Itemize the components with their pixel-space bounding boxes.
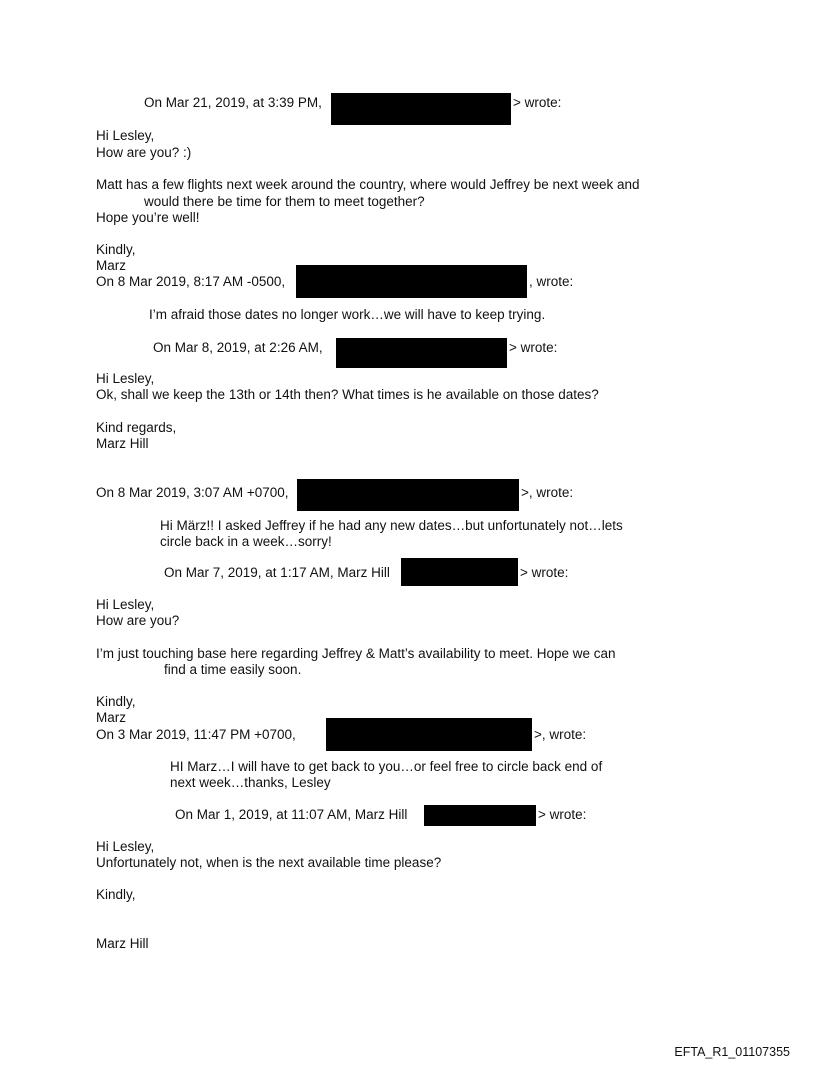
body-line: How are you?: [96, 613, 180, 628]
quoted-header-line: > wrote:: [520, 565, 569, 580]
quoted-header-line: > wrote:: [509, 340, 558, 355]
quoted-header-line: On Mar 7, 2019, at 1:17 AM, Marz Hill: [164, 565, 390, 580]
redaction-block: [296, 265, 527, 298]
body-line: Ok, shall we keep the 13th or 14th then? What times is he available on those dates?: [96, 387, 599, 402]
signature: Marz Hill: [96, 436, 149, 451]
body-line: find a time easily soon.: [164, 662, 302, 677]
quoted-header-line: On 3 Mar 2019, 11:47 PM +0700,: [96, 727, 296, 742]
body-line: How are you? :): [96, 145, 192, 160]
body-line: HI Marz…I will have to get back to you…or feel free to circle back end of: [170, 759, 603, 774]
sign-off: Kind regards,: [96, 420, 177, 435]
greeting: Hi Lesley,: [96, 597, 155, 612]
quoted-header-line: , wrote:: [529, 274, 574, 289]
greeting: Hi Lesley,: [96, 128, 155, 143]
signature: Marz Hill: [96, 936, 149, 951]
body-line: would there be time for them to meet together?: [144, 194, 425, 209]
body-line: Hope you’re well!: [96, 210, 200, 225]
document-id: EFTA_R1_01107355: [674, 1045, 790, 1059]
redaction-block: [424, 805, 536, 826]
greeting: Hi Lesley,: [96, 839, 155, 854]
body-line: Hi März!! I asked Jeffrey if he had any new dates…but unfortunately not…lets: [160, 518, 623, 533]
redaction-block: [336, 338, 507, 368]
greeting: Hi Lesley,: [96, 371, 155, 386]
sign-off: Kindly,: [96, 242, 136, 257]
body-line: next week…thanks, Lesley: [170, 775, 331, 790]
body-line: Matt has a few flights next week around the country, where would Jeffrey be next week and: [96, 177, 640, 192]
quoted-header-line: On 8 Mar 2019, 8:17 AM -0500,: [96, 274, 286, 289]
body-line: circle back in a week…sorry!: [160, 534, 332, 549]
sign-off: Kindly,: [96, 887, 136, 902]
redaction-block: [401, 558, 518, 586]
redaction-block: [331, 93, 511, 125]
body-line: I’m just touching base here regarding Jeffrey & Matt’s availability to meet. Hope we can: [96, 646, 616, 661]
quoted-header-line: >, wrote:: [534, 727, 587, 742]
signature: Marz: [96, 258, 126, 273]
quoted-header-line: > wrote:: [538, 807, 587, 822]
sign-off: Kindly,: [96, 694, 136, 709]
signature: Marz: [96, 710, 126, 725]
quoted-header-line: > wrote:: [513, 95, 562, 110]
quoted-header-line: On 8 Mar 2019, 3:07 AM +0700,: [96, 485, 289, 500]
body-line: I’m afraid those dates no longer work…we will have to keep trying.: [149, 307, 546, 322]
body-line: Unfortunately not, when is the next available time please?: [96, 855, 442, 870]
redaction-block: [326, 718, 532, 751]
quoted-header-line: On Mar 21, 2019, at 3:39 PM,: [144, 95, 322, 110]
quoted-header-line: On Mar 1, 2019, at 11:07 AM, Marz Hill: [175, 807, 408, 822]
quoted-header-line: On Mar 8, 2019, at 2:26 AM,: [153, 340, 323, 355]
redaction-block: [297, 479, 519, 511]
quoted-header-line: >, wrote:: [521, 485, 574, 500]
